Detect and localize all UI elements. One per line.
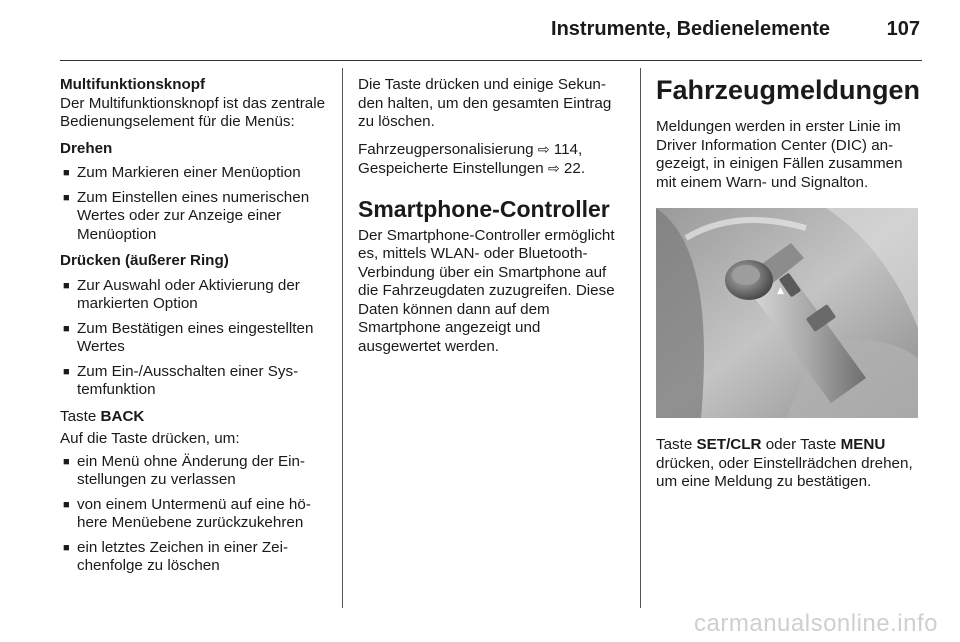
confirm-mid: oder Taste [761, 436, 841, 453]
back-list [60, 453, 332, 576]
confirm-message-text [656, 436, 926, 492]
press-heading: Drücken (äußerer Ring) [60, 252, 229, 269]
list-item: ■ von einem Untermenü auf eine höhere Menüebene zurückzukehren [60, 496, 332, 533]
list-item: ■ Zum Bestätigen eines eingestellten Wertes [60, 320, 332, 357]
page-header-title: Instrumente, Bedienelemente [551, 18, 830, 40]
back-key-line [60, 408, 332, 427]
list-item: ■ ein Menü ohne Änderung der Einstellungen zu verlassen [60, 453, 332, 490]
list-item: ■ Zum Ein-/Ausschalten einer Systemfunktion [60, 363, 332, 400]
vehicle-messages-intro: Meldungen werden in erster Linie im Driver Information Center (DIC) angezeigt, in einigen Fällen zusammen mit einem Warn- und Signalton. [656, 118, 903, 191]
vehicle-messages-heading: Fahrzeugmeldungen [656, 75, 921, 105]
smartphone-controller-heading: Smartphone-Controller [358, 195, 610, 222]
ref-personalisation: Fahrzeugpersonalisierung [358, 140, 538, 158]
svg-text:▲: ▲ [777, 286, 784, 296]
multifunction-knob-intro: Der Multifunktionsknopf ist das zentrale Bedienungselement für die Menüs: [60, 94, 326, 130]
page-number: 107 [886, 18, 920, 40]
menu-key-label: MENU [840, 436, 886, 453]
column-2 [358, 76, 626, 364]
list-item: ■ Zum Einstellen eines numerischen Wertes oder zur Anzeige einer Menüoption [60, 189, 332, 245]
column-3 [656, 76, 926, 500]
smartphone-controller-text: Der Smartphone-Controller ermöglicht es, mittels WLAN- oder Bluetooth-Verbindung über ein Smartphone auf die Fahrzeugdaten zuzugreifen. Diese Daten können dann auf dem Smartphone angezeigt und ausgewertet werden. [358, 226, 615, 355]
list-item: ■ ein letztes Zeichen in einer Zeichenfolge zu löschen [60, 539, 332, 576]
column-divider-1 [342, 68, 343, 608]
ref-saved-settings-page: 22. [559, 160, 586, 177]
set-clr-key-label: SET/CLR [696, 436, 762, 453]
column-1 [60, 76, 332, 584]
header-rule [60, 60, 922, 61]
confirm-rest: drücken, oder Einstellrädchen drehen, um eine Meldung zu bestätigen. [656, 454, 913, 490]
list-item: ■ Zum Markieren einer Menüoption [60, 164, 332, 183]
delete-entry-text: Die Taste drücken und einige Sekunden halten, um den gesamten Eintrag zu löschen. [358, 76, 612, 130]
rotate-list [60, 164, 332, 244]
confirm-prefix: Taste [656, 436, 697, 453]
ref-saved-settings: Gespeicherte Einstellungen [358, 160, 548, 177]
list-item: ■ Zur Auswahl oder Aktivierung der markierten Option [60, 277, 332, 314]
ref-personalisation-page: 114, [549, 140, 583, 158]
rotate-heading: Drehen [60, 139, 113, 157]
column-divider-2 [640, 68, 641, 608]
stalk-photo [656, 208, 918, 418]
back-intro: Auf die Taste drücken, um: [60, 430, 240, 447]
site-watermark: carmanualsonline.info [694, 610, 938, 637]
multifunction-knob-heading: Multifunktionsknopf [60, 76, 206, 93]
press-list [60, 277, 332, 400]
page-ref-arrow-icon: ⇨ [547, 160, 560, 176]
back-prefix: Taste [60, 407, 101, 425]
back-key-label: BACK [100, 407, 145, 425]
cross-references [358, 140, 626, 179]
page-ref-arrow-icon: ⇨ [537, 140, 550, 157]
